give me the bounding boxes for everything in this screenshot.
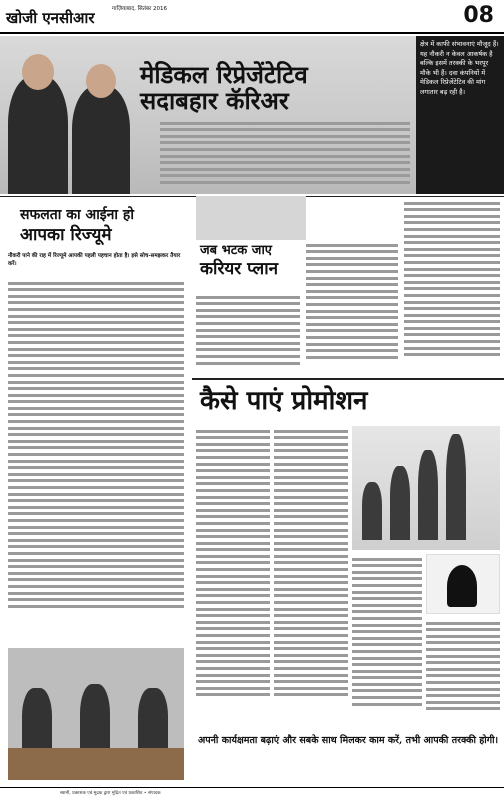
resume-intro: नौकरी पाने की राह में रिज्यूमे आपकी पहली पहचान होता है। इसे सोच-समझकर तैयार करें।	[8, 253, 181, 267]
promotion-body-col1	[196, 426, 270, 726]
career-body-col1	[196, 292, 300, 374]
hero-title-line1: मेडिकल रिप्रेजेंटेटिव	[140, 60, 308, 89]
hero-body-text	[160, 118, 410, 190]
right-body-col	[404, 198, 500, 374]
person-silhouette	[72, 86, 130, 194]
office-photo	[8, 648, 184, 780]
person-head	[86, 64, 116, 98]
hero-title-line2: सदाबहार कॅरिअर	[140, 86, 289, 115]
promotion-body-col3	[352, 554, 422, 726]
career-plan-title-line1: जब भटक जाए	[200, 243, 272, 258]
chess-photo	[426, 554, 500, 614]
hero-title	[140, 62, 400, 114]
divider	[192, 378, 504, 380]
promotion-body-col4	[426, 618, 500, 726]
person-silhouette	[8, 76, 68, 194]
highlight-box: क्षेत्र में काफी संभावनाएं मौजूद हैं। यह नौकरी न केवल आकर्षक है बल्कि इसमें तरक्की के भरपूर मौके भी हैं। दवा कंपनियों में मेडिकल रिप्रेजेंटेटिव की मांग लगातार बढ़ रही है।	[416, 36, 504, 194]
masthead: खोजी एनसीआर	[6, 9, 95, 27]
career-photo	[196, 196, 306, 240]
resume-body-text	[8, 278, 184, 638]
promotion-photo	[352, 426, 500, 550]
career-plan-title-line2: करियर प्लान	[200, 259, 279, 279]
resume-title-line1: सफलता का आईना हो	[20, 207, 134, 223]
person-head	[22, 54, 54, 90]
resume-title	[20, 205, 200, 245]
promotion-title: कैसे पाएं प्रोमोशन	[200, 386, 368, 416]
text-lines	[160, 122, 410, 184]
text-lines	[8, 282, 184, 608]
career-body-col2	[306, 240, 398, 374]
resume-title-line2: आपका रिज्यूमे	[20, 225, 112, 245]
page-number: 08	[463, 3, 494, 28]
page-header	[0, 0, 504, 34]
promotion-body-col2	[274, 426, 348, 726]
page-footer: स्वामी, प्रकाशक एवं मुद्रक द्वारा मुद्रित एवं प्रकाशित • संपादक	[0, 787, 504, 800]
dateline: गाज़ियाबाद, सितंबर 2016	[112, 6, 168, 12]
promotion-tagline: अपनी कार्यक्षमता बढ़ाएं और सबके साथ मिलकर काम करें, तभी आपकी तरक्की होगी।	[198, 735, 499, 746]
